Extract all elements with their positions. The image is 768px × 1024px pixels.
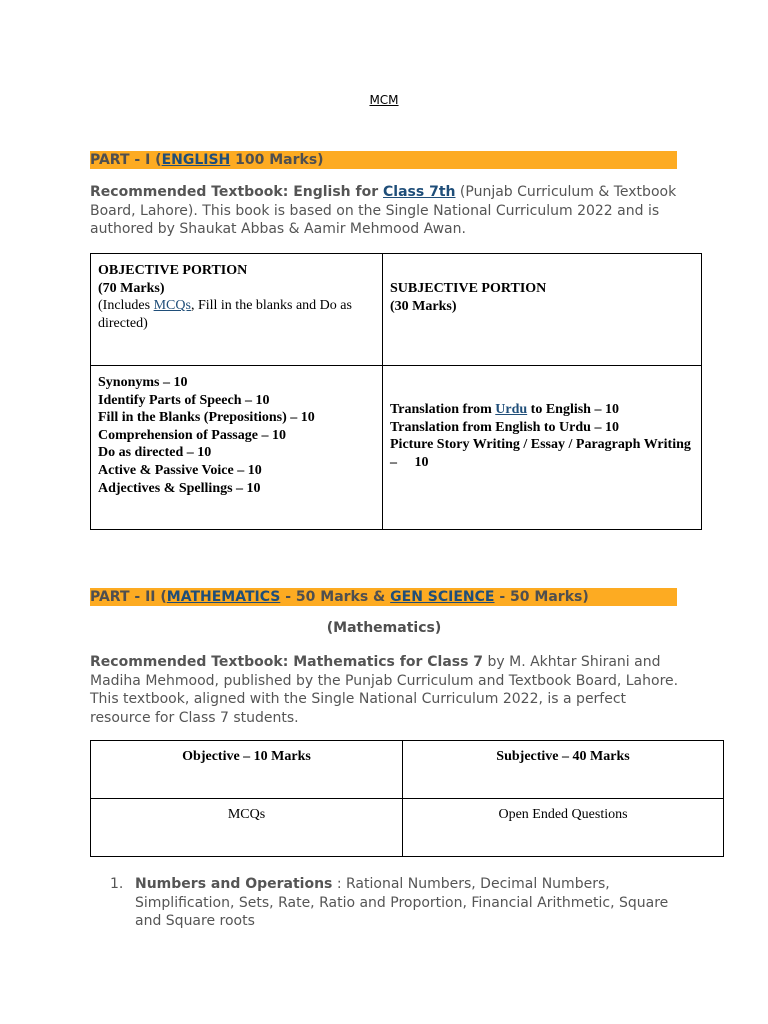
objective-item: Synonyms – 10 — [98, 375, 188, 390]
objective-item: Identify Parts of Speech – 10 — [98, 392, 270, 408]
math-objective-value: MCQs — [227, 807, 266, 822]
english-marks-table — [90, 253, 702, 530]
objective-portion-note: (Includes MCQs, Fill in the blanks and Do as directed) — [98, 298, 352, 331]
part2-textbook-text: by M. Akhtar Shirani and Madiha Mehmood, published by the Punjab Curriculum and Textbook Board, Lahore. This textbook, aligned with the Single National Curriculum 2022, is a perfect resource for Class 7 students. — [90, 654, 679, 726]
part1-heading-prefix: PART - I ( — [90, 152, 162, 168]
part1-textbook-text: (Punjab Curriculum & Textbook Board, Lahore). This book is based on the Single National Curriculum 2022 and is authored by Shaukat Abbas & Aamir Mehmood Awan. — [90, 184, 677, 237]
part2-heading-suffix: - 50 Marks) — [494, 589, 589, 605]
objective-portion-marks: (70 Marks) — [98, 280, 165, 296]
part2-heading — [90, 588, 677, 606]
math-subjective-value: Open Ended Questions — [498, 807, 628, 822]
objective-item: Active & Passive Voice – 10 — [98, 462, 262, 478]
objective-item: Fill in the Blanks (Prepositions) – 10 — [98, 410, 315, 426]
subjective-item: Translation from English to Urdu – 10 — [390, 419, 619, 435]
part1-heading — [90, 151, 677, 169]
list-item — [135, 875, 675, 931]
urdu-link[interactable]: Urdu — [495, 402, 528, 417]
subjective-item: Translation from Urdu to English – 10 — [390, 402, 619, 417]
topic-name: Numbers and Operations — [135, 876, 333, 892]
subjective-portion-marks: (30 Marks) — [390, 298, 457, 314]
math-subjective-heading-cell — [403, 741, 724, 799]
objective-items-cell — [91, 366, 383, 530]
document-title: MCM — [369, 93, 399, 107]
math-objective-heading-cell — [91, 741, 403, 799]
objective-item: Do as directed – 10 — [98, 445, 212, 461]
part1-heading-suffix: 100 Marks) — [230, 152, 324, 168]
topic-details: : Rational Numbers, Decimal Numbers, Simplification, Sets, Rate, Ratio and Proportion, Financial Arithmetic, Square and Square roots — [135, 876, 669, 929]
mathematics-marks-table — [90, 740, 724, 857]
part2-heading-prefix: PART - II ( — [90, 589, 167, 605]
mathematics-subheading: (Mathematics) — [326, 620, 442, 636]
mcqs-link[interactable]: MCQs — [153, 298, 191, 314]
part1-textbook-paragraph — [90, 183, 690, 239]
subjective-items-cell — [383, 366, 702, 530]
objective-portion-heading: OBJECTIVE PORTION — [98, 263, 248, 278]
math-objective-heading: Objective – 10 Marks — [182, 749, 311, 764]
objective-item: Adjectives & Spellings – 10 — [98, 480, 261, 496]
part2-textbook-label: Recommended Textbook: Mathematics for Class 7 — [90, 654, 484, 670]
subjective-portion-heading: SUBJECTIVE PORTION — [390, 281, 547, 296]
math-objective-value-cell — [91, 799, 403, 857]
part2-textbook-paragraph — [90, 653, 690, 727]
objective-item: Comprehension of Passage – 10 — [98, 427, 286, 443]
mathematics-link[interactable]: MATHEMATICS — [166, 589, 281, 605]
subjective-portion-cell — [383, 254, 702, 366]
objective-portion-cell — [91, 254, 383, 366]
gen-science-link[interactable]: GEN SCIENCE — [390, 589, 495, 605]
english-link[interactable]: ENGLISH — [161, 152, 231, 168]
math-subjective-heading: Subjective – 40 Marks — [496, 749, 630, 764]
list-item-number: 1. — [110, 876, 124, 892]
subjective-item: Picture Story Writing / Essay / Paragraph Writing – 10 — [390, 437, 695, 470]
class-7th-link[interactable]: Class 7th — [383, 184, 456, 200]
part2-heading-mid: - 50 Marks & — [280, 589, 391, 605]
math-subjective-value-cell — [403, 799, 724, 857]
part1-textbook-label: Recommended Textbook: English for — [90, 184, 384, 200]
